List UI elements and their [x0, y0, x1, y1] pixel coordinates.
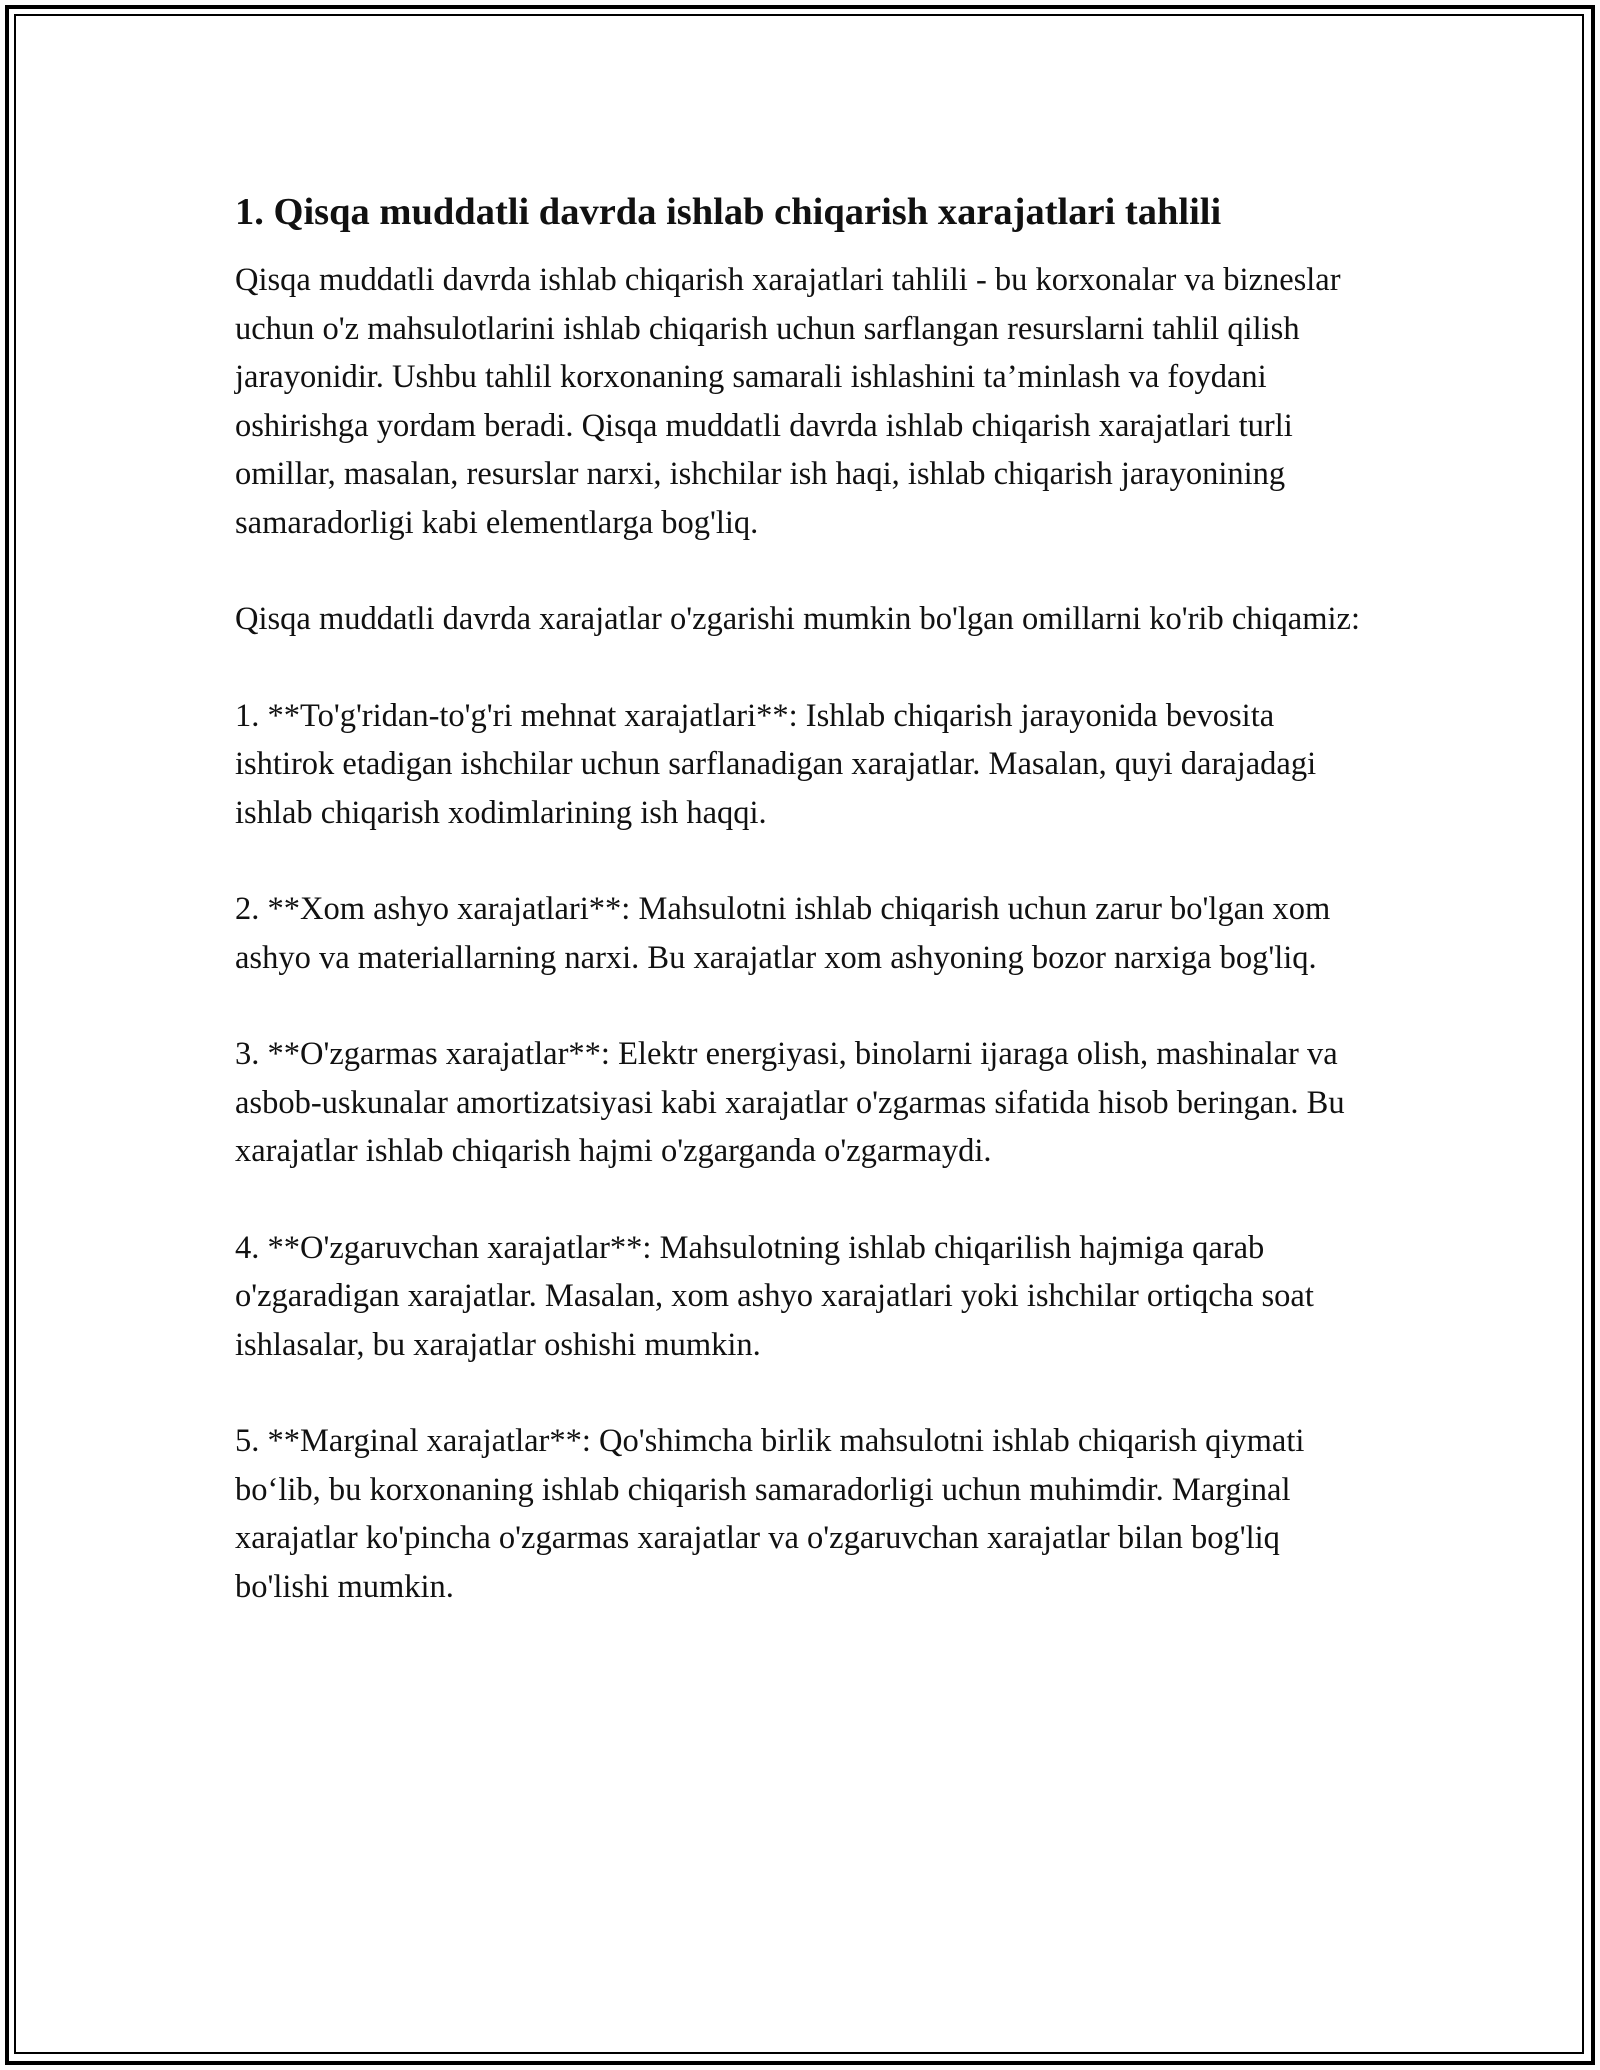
document-body [235, 186, 1365, 1659]
lead-in-paragraph: Qisqa muddatli davrda xarajatlar o'zgarishi mumkin bo'lgan omillarni ko'rib chiqamiz: [235, 601, 1360, 637]
list-item-raw-materials: 2. **Xom ashyo xarajatlari**: Mahsulotni ishlab chiqarish uchun zarur bo'lgan xom ashyo va materiallarning narxi. Bu xarajatlar xom ashyoning bozor narxiga bog'liq. [235, 891, 1331, 976]
list-item-variable-costs: 4. **O'zgaruvchan xarajatlar**: Mahsulotning ishlab chiqarilish hajmiga qarab o'zgaradigan xarajatlar. Masalan, xom ashyo xarajatlari yoki ishchilar ortiqcha soat ishlasalar, bu xarajatlar oshishi mumkin. [235, 1229, 1314, 1363]
list-item-fixed-costs: 3. **O'zgarmas xarajatlar**: Elektr energiyasi, binolarni ijaraga olish, mashinalar va asbob-uskunalar amortizatsiyasi kabi xarajatlar o'zgarmas sifatida hisob beringan. Bu xarajatlar ishlab chiqarish hajmi o'zgarganda o'zgarmaydi. [235, 1036, 1345, 1169]
list-item-direct-labor: 1. **To'g'ridan-to'g'ri mehnat xarajatlari**: Ishlab chiqarish jarayonida bevosita ishtirok etadigan ishchilar uchun sarflanadigan xarajatlar. Masalan, quyi darajadagi ishlab chiqarish xodimlarining ish haqqi. [235, 697, 1317, 831]
section-heading: 1. Qisqa muddatli davrda ishlab chiqarish xarajatlari tahlili [235, 191, 1222, 233]
intro-paragraph: Qisqa muddatli davrda ishlab chiqarish xarajatlari tahlili - bu korxonalar va bizneslar uchun o'z mahsulotlarini ishlab chiqarish uchun sarflangan resurslarni tahlil qilish jarayonidir. Ushbu tahlil korxonaning samarali ishlashini ta’minlash va foydani oshirishga yordam beradi. Qisqa muddatli davrda ishlab chiqarish xarajatlari turli omillar, masalan, resurslar narxi, ishchilar ish haqi, ishlab chiqarish jarayonining samaradorligi kabi elementlarga bog'liq. [235, 262, 1341, 541]
list-item-marginal-costs: 5. **Marginal xarajatlar**: Qo'shimcha birlik mahsulotni ishlab chiqarish qiymati bo‘lib, bu korxonaning ishlab chiqarish samaradorligi uchun muhimdir. Marginal xarajatlar ko'pincha o'zgarmas xarajatlar va o'zgaruvchan xarajatlar bilan bog'liq bo'lishi mumkin. [235, 1423, 1305, 1605]
